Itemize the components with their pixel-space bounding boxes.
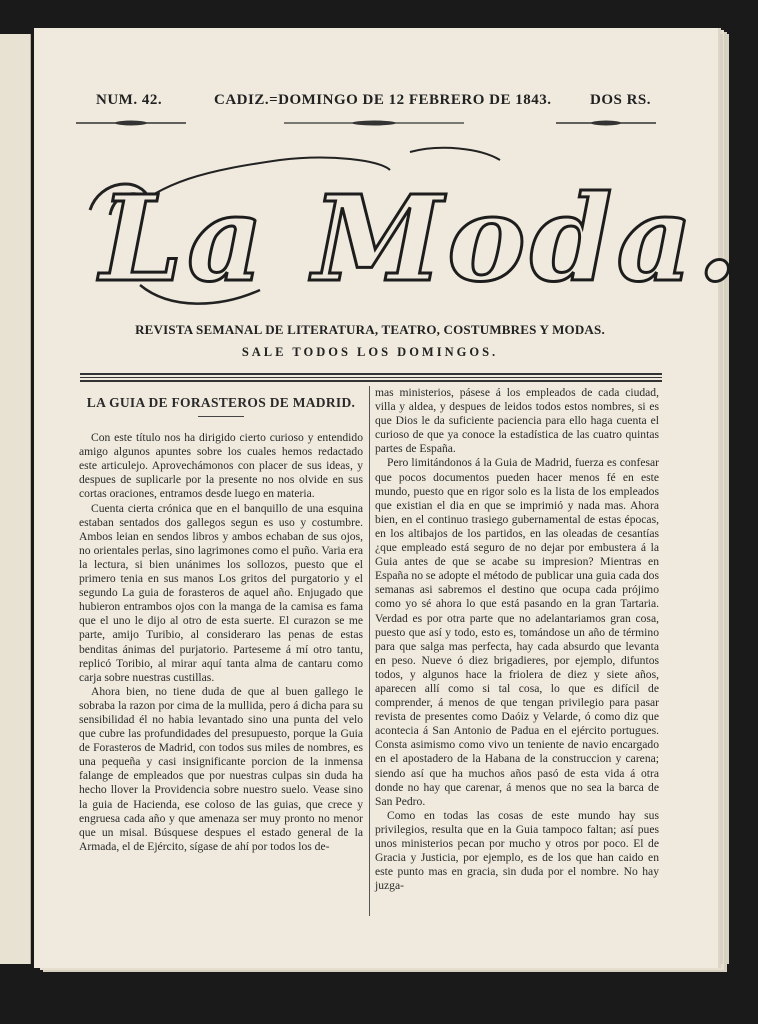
ornament-rule-left [76, 120, 186, 124]
title-text: La Moda. [100, 169, 742, 308]
article-heading: LA GUIA DE FORASTEROS DE MADRID. [86, 395, 356, 410]
paragraph: Ahora bien, no tiene duda de que al buen gallego le sobraba la razon por cima de la mullida, pero á dicha para su sensibilidad él no habia levantado sino una punta del velo que cubre las profundidades del presupuesto, porque la Guia de Forasteros de Madrid, con todos sus miles de nombres, es una pequeña y casi insignificante porcion de la inmensa falange de empleados que por nuestras culpas sin duda ha hecho llover la Providencia sobre nuestro suelo. Vease sino la guia de Hacienda, ese coloso de las guias, que crece y engruesa cada año y que amenaza ser muy pronto no menor que un misal. Búsquese despues el estado general de la Armada, el de Ejército, sígase de ahí por todos los de- [79, 684, 363, 853]
ornament-rule-right [556, 120, 656, 124]
subtitle: REVISTA SEMANAL DE LITERATURA, TEATRO, COSTUMBRES Y MODAS. [135, 322, 605, 337]
column-divider [369, 386, 370, 916]
article-column-1 [79, 390, 363, 854]
article-column-2 [375, 386, 659, 893]
masthead [60, 92, 650, 114]
paragraph: Cuenta cierta crónica que en el banquillo de una esquina estaban sentados dos gallegos segun es uso y costumbre. Ambos leian en sendos libros y ambos echaban de sus ojos, no orientales perlas, sino lagrimones como el puño. Varia era la lectura, si bien unánimes los sollozos, puesto que el primero tenia en sus manos Los gritos del purgatorio y el segundo La guia de forasteros de aquel año. Enjugado que hubieron entrambos ojos con la manga de la camisa es fama que el uno le dijo al otro de esta suerte. El curazon se me parte, amijo Turibio, al consideraro las penas de estas benditas ánimas del purjatorio. Parteseme á mí otro tantu, replicó Toribio, al mirar aquí tanta alma de cantaru como carja sobre nuestras custillas. [79, 501, 363, 684]
paragraph: Como en todas las cosas de este mundo hay sus privilegios, resulta que en la Guia tampoco faltan; así pues unos ministerios pecan por mucho y otros por poco. El de Gracia y Justicia, por ejemplo, es de los que han caido en este punto mas en gracia, sin duda por el nombre. No hay juzga- [375, 808, 659, 893]
facing-page-edge [0, 34, 31, 964]
paragraph: mas ministerios, pásese á los empleados de cada ciudad, villa y aldea, y despues de leidos todos estos nombres, si es que Dios le da suficiente paciencia para ello haga cuenta el curioso de que ya conoce la estadística de las cuatro quintas partes de España. [375, 386, 659, 456]
issue-number: NUM. 42. [96, 92, 163, 108]
price: DOS RS. [590, 92, 652, 108]
newspaper-title [80, 140, 742, 315]
paragraph: Pero limitándonos á la Guia de Madrid, fuerza es confesar que pocos documentos pueden hacer menos fé en este mundo, puesto que en rigor solo es la lista de los empleados que existian el dia en que se imprimió y nada mas. Ahora bien, en el continuo trasiego gubernamental de estas épocas, en los altibajos de los partidos, en las oleadas de cesantías ¿que empleado está seguro de no dejar por embustera á la Guia antes de que se acabe su impresion? Mientras en España no se adopte el método de publicar una guia cada dos semanas asi sabremos el destino que ocupa cada prójimo como yo sé ahora lo que está pasando en la gran Tartaria. Verdad es por otra parte que no adelantariamos gran cosa, puesto que así y todo, esto es, tomándose un año de término para que salga mas perfecta, hay cada absurdo que levanta en peso. Nueve ó diez brigadieres, por ejemplo, difuntos todos, y algunos hace la friolera de diez y siete años, aparecen allí como si tal cosa, lo que es difícil de comprender, á menos de que tengan privilegio para pasar revista de presentes como Daóiz y Velarde, ó como diz que acontecia á San Antonio de Padua en el ejército portugues. Consta asimismo como vivo un teniente de navio encargado en el apostadero de la Habana de la construccion y carena; siendo así que ha muchos años pasó de esta vida á otra donde no hay que carenar, á menos que no sea la barca de San Pedro. [375, 456, 659, 808]
heading-rule [198, 416, 244, 417]
paragraph: Con este título nos ha dirigido cierto curioso y entendido amigo algunos apuntes sobre los cuales hemos redactado este articulejo. Aprovechámonos con placer de sus ideas, y despues de suplicarle por la presente no nos olvide en sus cortas oraciones, entramos desde luego en materia. [79, 431, 363, 501]
header-rule [80, 373, 662, 375]
publication-note: SALE TODOS LOS DOMINGOS. [241, 345, 499, 359]
header-rule-thin [80, 377, 662, 378]
header-rule-bottom [80, 380, 662, 382]
dateline: CADIZ.=DOMINGO DE 12 FEBRERO DE 1843. [214, 92, 552, 108]
ornament-rule-center [284, 120, 464, 124]
